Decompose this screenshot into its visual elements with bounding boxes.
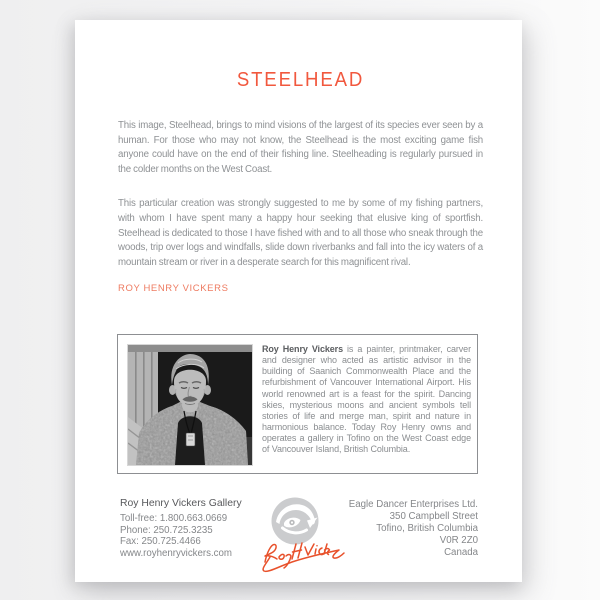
paragraph-1: This image, Steelhead, brings to mind visions of the largest of its species ever seen by a human. For those who may not know, the Steelhead is the most exciting game fish anyone could have on the end of their fishing line. Steelheading is regularly pursued in the colder months on the West Coast.	[118, 120, 483, 175]
artist-bio-name: Roy Henry Vickers	[262, 344, 343, 354]
company-address1: 350 Campbell Street	[389, 510, 478, 522]
company-address2: Tofino, British Columbia	[376, 522, 478, 534]
footer-company-block	[349, 499, 478, 559]
footer-gallery-block	[120, 498, 242, 559]
artist-bio-box	[117, 334, 478, 474]
paragraph-2: This particular creation was strongly suggested to me by some of my fishing partners, with whom I have spent many a happy hour seeking that elusive king of sportfish. Steelhead is dedicated to those I have fished with and to all those who sneak through the woods, trip over logs and windfalls, slide down riverbanks and fall into the icy waters of a mountain stream or river in a desperate search for this magnificent rival.	[118, 198, 483, 268]
gallery-tollfree: Toll-free: 1.800.663.0669	[120, 513, 228, 524]
artist-name: ROY HENRY VICKERS	[118, 283, 229, 295]
main-content	[118, 20, 483, 294]
page-title: STEELHEAD	[236, 69, 365, 91]
roy-h-vickers-signature-icon	[258, 531, 346, 577]
roy-henry-vickers-portrait-photo	[128, 345, 252, 465]
company-postal-code: V0R 2Z0	[439, 534, 478, 546]
company-country: Canada	[444, 546, 478, 558]
artist-bio-body: is a painter, printmaker, carver and designer who acted as artistic advisor in the building of Saanich Commonwealth Place and the refurbishment of Vancouver International Airport. His world renowned art is a feast for the spirit. Dancing skies, mysterious moons and ancient symbols tell stories of life and merge man, spirit and nature in harmonious balance. Today Roy Henry owns and operates a gallery in Tofino on the West Coast edge of Vancouver Island, British Columbia.	[262, 344, 471, 455]
gallery-phone: Phone: 250.725.3235	[120, 524, 213, 536]
gallery-fax: Fax: 250.725.4466	[120, 536, 201, 548]
artist-bio-text	[262, 344, 471, 456]
gallery-website: www.royhenryvickers.com	[120, 547, 232, 559]
gallery-name: Roy Henry Vickers Gallery	[120, 498, 242, 509]
company-name: Eagle Dancer Enterprises Ltd.	[348, 499, 478, 510]
print-page	[75, 20, 522, 582]
